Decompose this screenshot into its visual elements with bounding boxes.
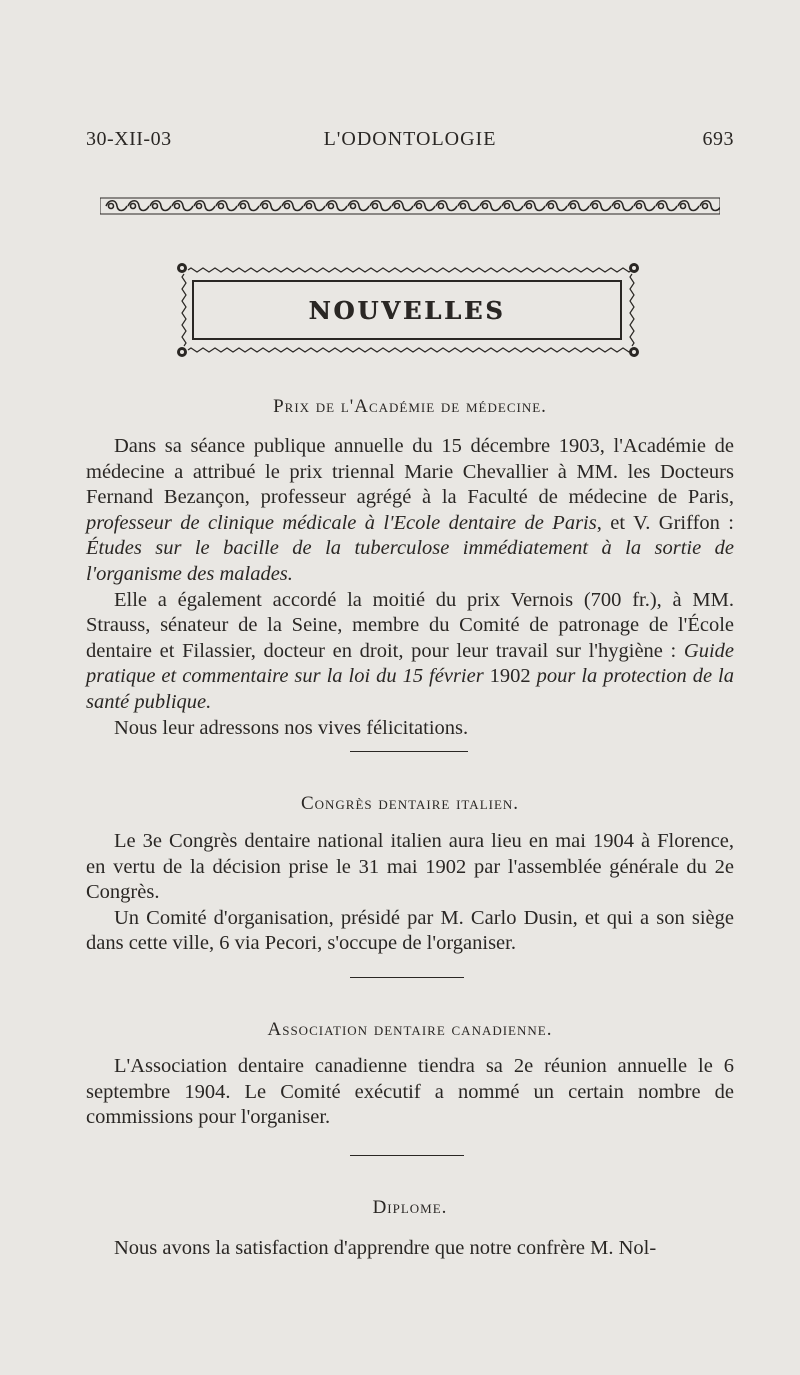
section-heading: Association dentaire canadienne.: [267, 1019, 553, 1040]
banner-title: NOUVELLES: [308, 295, 506, 325]
banner-inner-frame: [192, 280, 622, 340]
text-run: Elle a également accordé la moitié du prix Vernois (700 fr.), à MM. Strauss, sénateur de la Seine, membre du Comité de patronage de l'École dentaire et Filassier, docteur en droit, pour leur travail sur l'hygiène :: [86, 588, 734, 662]
italic-text: professeur de clinique médicale à l'Ecole dentaire de Paris: [86, 511, 597, 534]
text-run: Dans sa séance publique annuelle du 15 décembre 1903, l'Académie de médecine a attribué le prix triennal Marie Chevallier à MM. les Docteurs Fernand Bezançon, professeur agrégé à la Faculté de médecine de Paris,: [86, 435, 734, 509]
section-heading: Prix de l'Académie de médecine.: [273, 396, 547, 417]
section-body: [86, 1236, 734, 1262]
section-divider: [350, 1155, 464, 1156]
paragraph: [86, 588, 734, 716]
section-divider: [350, 977, 464, 978]
text-run: Nous leur adressons nos vives félicitations.: [114, 716, 469, 739]
paragraph: [86, 434, 734, 588]
section-banner: [172, 258, 644, 362]
page-number: 693: [702, 128, 734, 150]
text-run: Nous avons la satisfaction d'apprendre que notre confrère M. Nol-: [114, 1237, 657, 1259]
section-body: [86, 829, 734, 957]
section-heading: Congrès dentaire italien.: [300, 793, 520, 814]
issue-date: 30-XII-03: [86, 128, 172, 150]
text-run: L'Association dentaire canadienne tiendra sa 2e réunion annuelle le 6 septembre 1904. Le Comité exécutif a nommé un certain nombre de commissions pour l'organiser.: [86, 1055, 734, 1129]
paragraph: [86, 1236, 734, 1262]
paragraph: [86, 829, 734, 906]
text-run: 1902: [483, 665, 537, 688]
journal-title: L'ODONTOLOGIE: [323, 128, 497, 150]
paragraph: [86, 906, 734, 957]
text-run: , et V. Griffon :: [596, 511, 734, 534]
italic-text: Études sur le bacille de la tuberculose immédiatement à la sortie de l'organisme des malades.: [86, 537, 734, 585]
section-divider: [350, 751, 468, 752]
ornamental-band: [100, 196, 720, 216]
paragraph: [86, 716, 734, 742]
running-head: [86, 128, 734, 158]
section-body: [86, 434, 734, 741]
section-body: [86, 1054, 734, 1131]
italic-text: Guide pratique et commentaire sur la loi du 15 février: [86, 639, 734, 688]
section-heading: Diplome.: [372, 1197, 448, 1218]
text-run: Le 3e Congrès dentaire national italien aura lieu en mai 1904 à Florence, en vertu de la décision prise le 31 mai 1902 par l'assemblée générale du 2e Congrès.: [86, 830, 734, 904]
italic-text: pour la protection de la santé publique.: [86, 665, 734, 713]
paragraph: [86, 1054, 734, 1131]
text-run: Un Comité d'organisation, présidé par M. Carlo Dusin, et qui a son siège dans cette ville, 6 via Pecori, s'occupe de l'organiser.: [86, 906, 734, 955]
